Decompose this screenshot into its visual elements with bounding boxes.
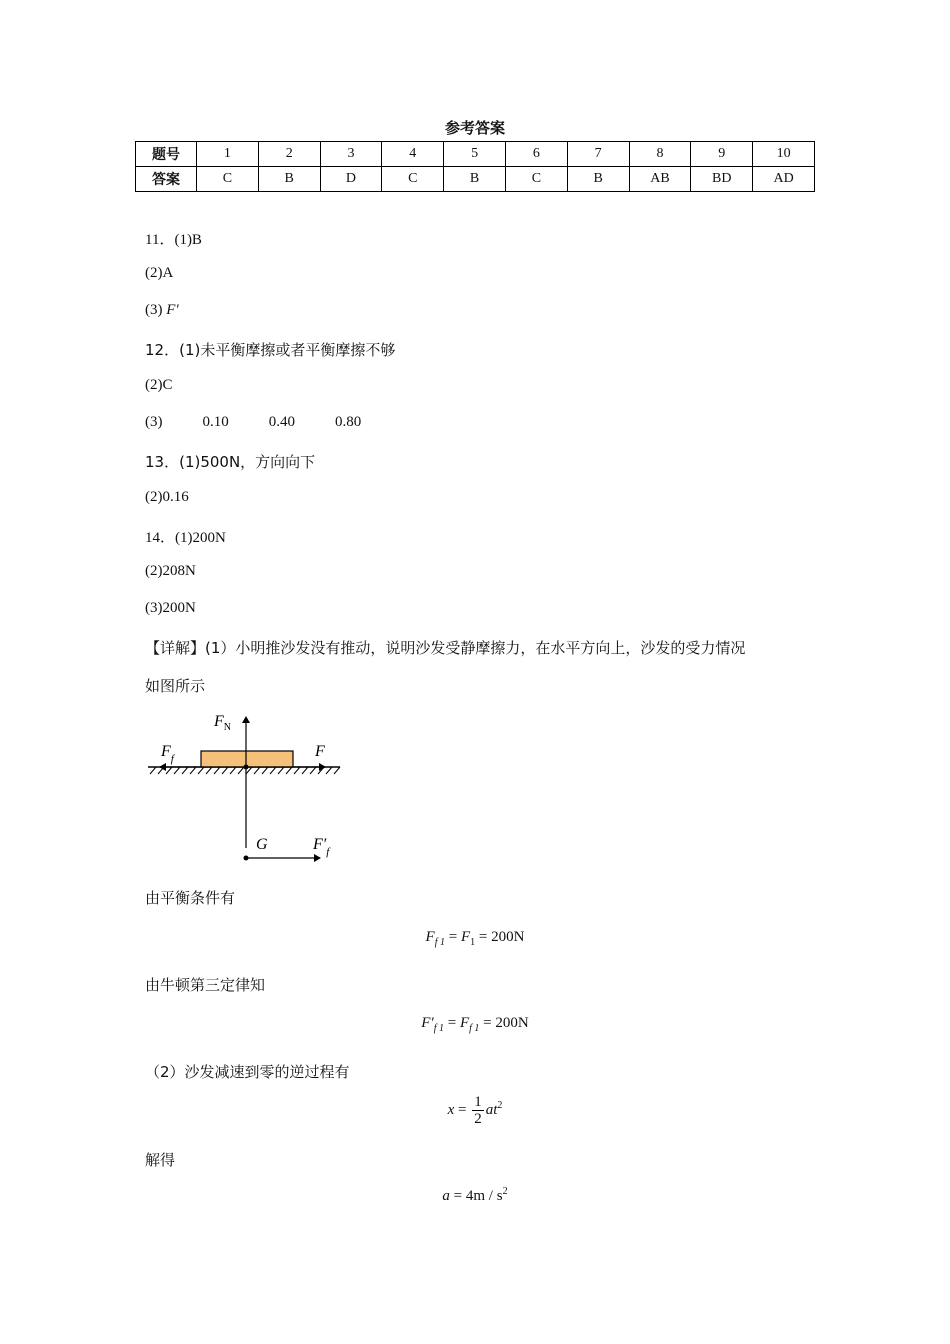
text-newton-content: 由牛顿第三定律知 <box>145 976 266 994</box>
q14-part1: 14．(1)200N <box>145 530 226 546</box>
table-row-numbers <box>136 142 815 167</box>
detail-text1: (1）小明推沙发没有推动，说明沙发受静摩擦力，在水平方向上，沙发的受力情况 <box>205 639 746 657</box>
answer-table <box>135 141 815 192</box>
q12-part3-value2: 0.40 <box>268 414 295 430</box>
text-balance-content: 由平衡条件有 <box>145 889 236 907</box>
table-cell: 8 <box>629 142 691 167</box>
row-label-answer: 答案 <box>136 167 197 192</box>
equation-2: $F'_{f 1} = F_{f 1} = 200N$ <box>421 1015 529 1034</box>
table-cell: 7 <box>567 142 629 167</box>
detail-line2 <box>145 675 205 696</box>
q12-part3-prefix: (3) <box>145 414 163 430</box>
answer-key-title: 参考答案 <box>444 119 505 137</box>
detail-line1 <box>145 637 745 658</box>
sofa-block <box>201 751 293 767</box>
detail-text2: 如图所示 <box>145 677 206 695</box>
table-cell: B <box>258 167 320 192</box>
force-diagram <box>140 708 350 868</box>
detail-bracket: 【详解】 <box>145 639 206 657</box>
q11-part3-prefix: (3) <box>145 302 167 318</box>
table-cell: D <box>320 167 382 192</box>
table-cell: 4 <box>382 142 444 167</box>
label-normal-force: $F_N$ <box>214 713 232 733</box>
reaction-point <box>244 856 249 861</box>
table-row-answers <box>136 167 815 192</box>
table-cell: BD <box>691 167 753 192</box>
table-cell: 5 <box>444 142 506 167</box>
text-solve <box>145 1149 175 1170</box>
q11-part3 <box>145 302 179 319</box>
q12-part1 <box>145 339 395 360</box>
q14-part3: (3)200N <box>145 600 196 616</box>
q13-part2: (2)0.16 <box>145 489 189 505</box>
table-cell: 10 <box>753 142 815 167</box>
table-cell: 9 <box>691 142 753 167</box>
table-cell: B <box>444 167 506 192</box>
row-label-question-number: 题号 <box>136 142 197 167</box>
q12-part1-text: 12．(1)未平衡摩擦或者平衡摩擦不够 <box>145 341 396 359</box>
equation-1: $F_{f 1} = F_1 = 200N$ <box>425 929 525 948</box>
table-cell: 1 <box>197 142 259 167</box>
center-point <box>244 765 249 770</box>
text-part2-content: （2）沙发减速到零的逆过程有 <box>145 1063 350 1081</box>
label-friction-force: $F_f$ <box>161 743 174 765</box>
label-push-force: F <box>315 743 325 760</box>
table-cell: C <box>382 167 444 192</box>
table-cell: 2 <box>258 142 320 167</box>
q13-part1 <box>145 451 315 472</box>
text-part2 <box>145 1061 350 1082</box>
table-cell: 6 <box>505 142 567 167</box>
fraction: $\frac{1}{2}$ <box>474 1094 482 1127</box>
label-reaction-friction: $F'_f$ <box>313 836 330 858</box>
table-cell: 3 <box>320 142 382 167</box>
text-solve-content: 解得 <box>145 1151 176 1169</box>
q11-part2: (2)A <box>145 265 174 281</box>
table-cell: C <box>505 167 567 192</box>
q12-part3-value3: 0.80 <box>335 414 362 430</box>
text-balance <box>145 887 235 908</box>
q11-part1: 11．(1)B <box>145 232 202 248</box>
label-gravity: G <box>256 836 268 853</box>
q11-part3-var: F′ <box>166 302 179 318</box>
table-cell: C <box>197 167 259 192</box>
equation-3: x = $\frac{1}{2}$ $at^2$ <box>447 1094 503 1127</box>
table-cell: AB <box>629 167 691 192</box>
table-cell: AD <box>753 167 815 192</box>
table-cell: B <box>567 167 629 192</box>
text-newton <box>145 974 265 995</box>
q12-part3-value1: 0.10 <box>202 414 229 430</box>
equation-4: $a = 4m / s^2$ <box>442 1186 508 1204</box>
q14-part2: (2)208N <box>145 563 196 579</box>
q12-part2: (2)C <box>145 377 173 393</box>
q12-part3 <box>145 414 361 431</box>
q13-part1-text: 13．(1)500N，方向向下 <box>145 453 316 471</box>
